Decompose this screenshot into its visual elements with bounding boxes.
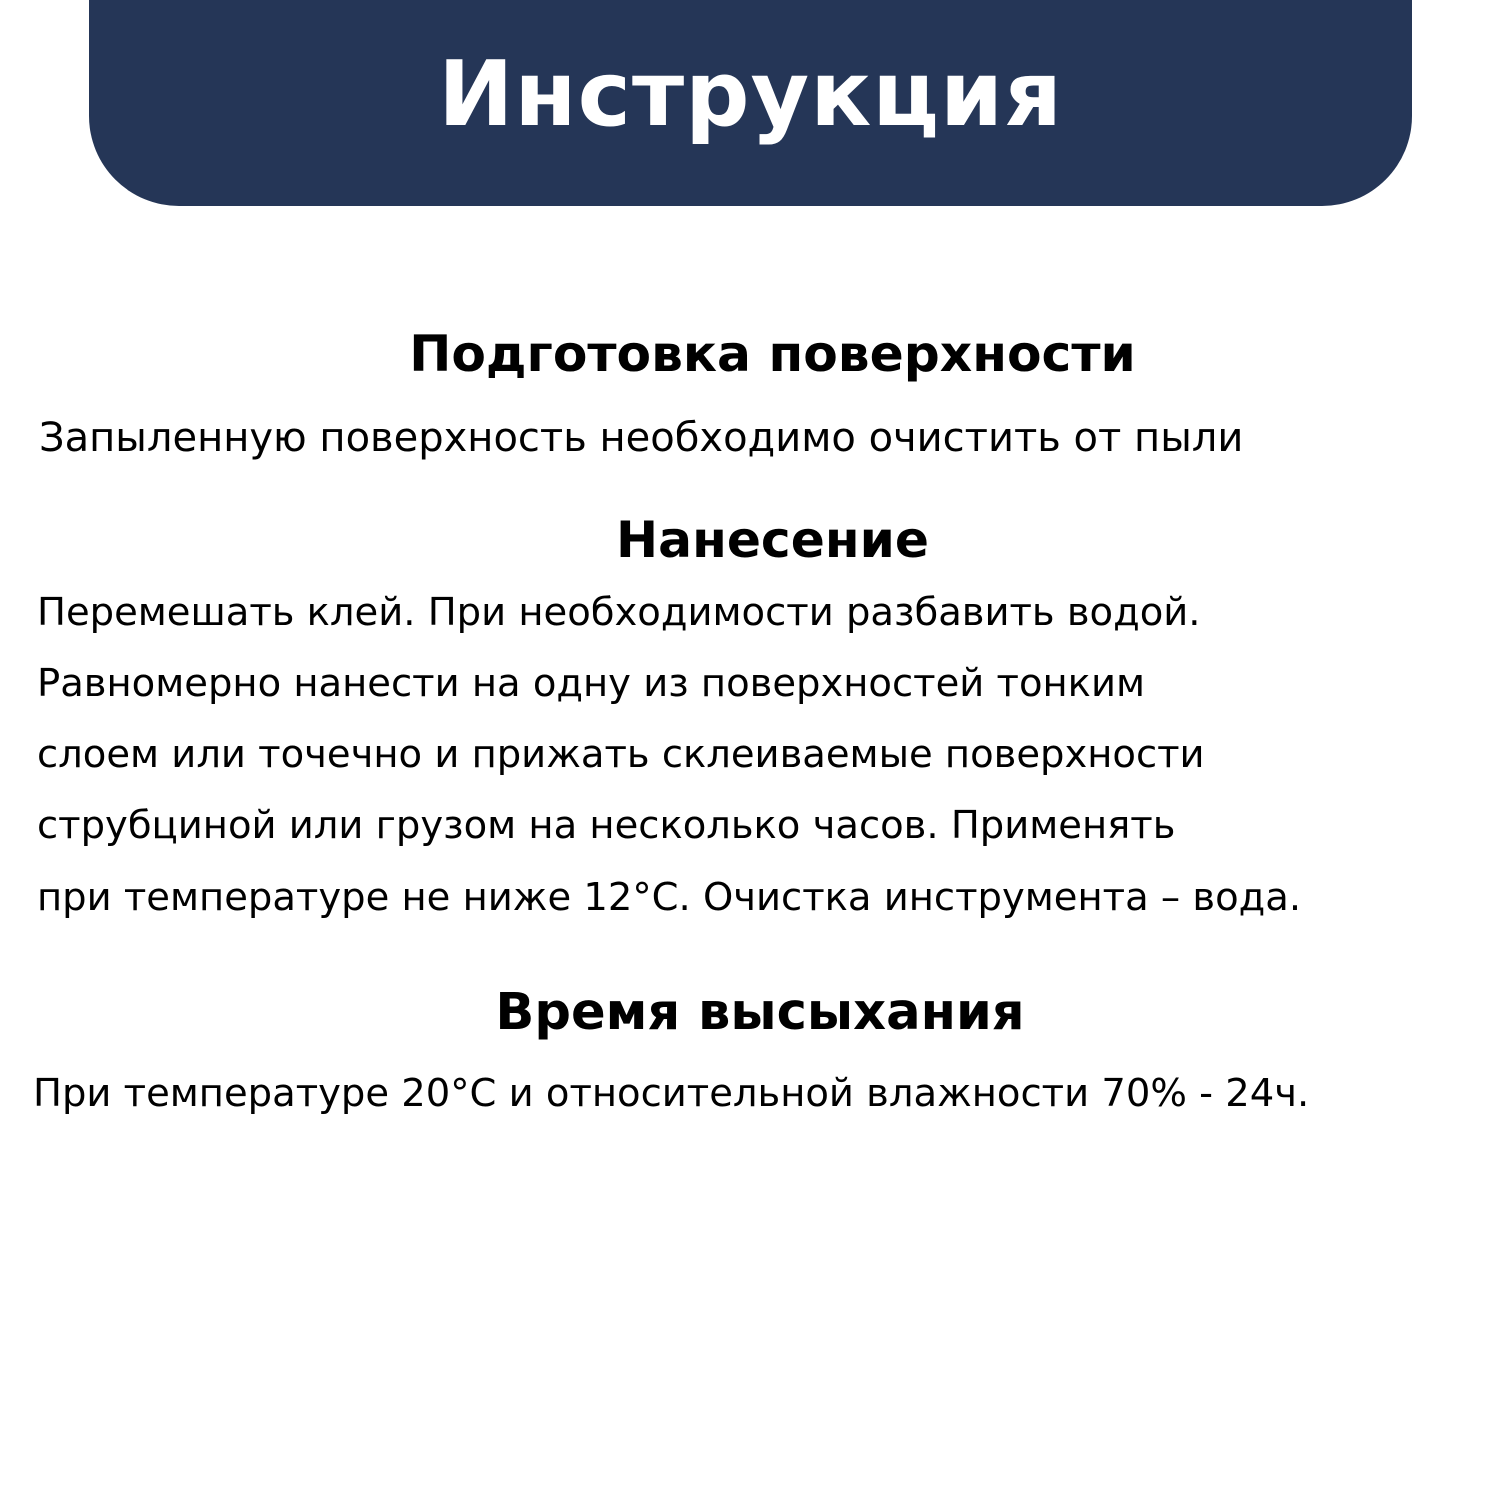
application-text-line: при температуре не ниже 12°С. Очистка инструмента – вода.: [37, 875, 1302, 920]
application-text-line: струбциной или грузом на несколько часов. Применять: [37, 803, 1176, 848]
application-text-line: Равномерно нанести на одну из поверхностей тонким: [37, 661, 1146, 706]
section-heading-drying-time: Время высыхания: [495, 983, 1025, 1042]
section-heading-application: Нанесение: [616, 510, 929, 569]
surface-preparation-text: Запыленную поверхность необходимо очистить от пыли: [39, 415, 1244, 461]
application-text-line: слоем или точечно и прижать склеиваемые поверхности: [37, 732, 1205, 777]
section-heading-surface-preparation: Подготовка поверхности: [409, 324, 1136, 383]
page-title: Инструкция: [438, 42, 1063, 147]
drying-time-text: При температуре 20°С и относительной влажности 70% - 24ч.: [33, 1071, 1310, 1116]
application-text-line: Перемешать клей. При необходимости разбавить водой.: [37, 590, 1201, 635]
header-banner: [89, 0, 1412, 206]
